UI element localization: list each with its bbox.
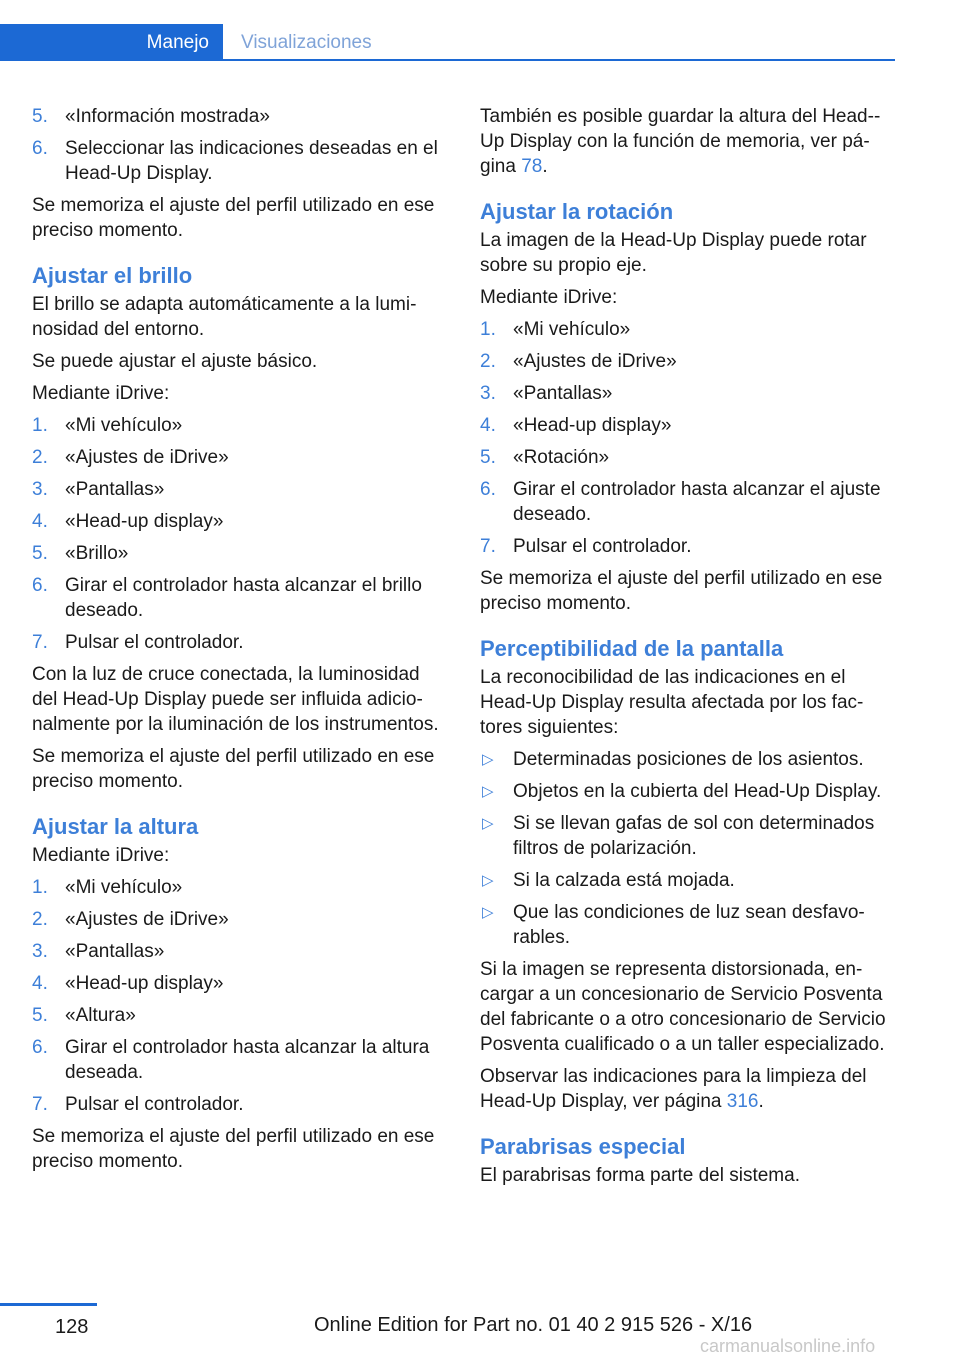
list-item bbox=[32, 1035, 442, 1085]
paragraph: El parabrisas forma parte del sistema. bbox=[480, 1165, 800, 1186]
triangle-bullet-icon: ▷ bbox=[482, 783, 494, 800]
text: . bbox=[758, 1091, 764, 1112]
step-text: Girar el controlador hasta alcanzar el brillo deseado. bbox=[65, 575, 422, 621]
step-text: «Altura» bbox=[65, 1005, 136, 1026]
paragraph: Se memoriza el ajuste del perfil utilizado en ese preciso momento. bbox=[32, 1126, 435, 1172]
paragraph bbox=[480, 104, 895, 179]
heading-rotacion: Ajustar la rotación bbox=[480, 199, 674, 224]
list-item bbox=[480, 381, 895, 406]
paragraph: Mediante iDrive: bbox=[32, 383, 170, 404]
step-text: «Ajustes de iDrive» bbox=[513, 351, 677, 372]
list-item bbox=[32, 630, 442, 655]
list-item bbox=[32, 971, 442, 996]
step-number: 7. bbox=[480, 536, 496, 557]
step-number: 2. bbox=[480, 351, 496, 372]
page-number-rule bbox=[0, 1303, 97, 1306]
step-number: 5. bbox=[32, 106, 48, 127]
step-text: «Pantallas» bbox=[65, 479, 165, 500]
text: . bbox=[542, 156, 548, 177]
paragraph: Se memoriza el ajuste del perfil utilizado en ese preciso momento. bbox=[32, 195, 435, 241]
step-text: Seleccionar las indicaciones deseadas en el Head-Up Display. bbox=[65, 138, 438, 184]
list-item bbox=[32, 907, 442, 932]
step-number: 1. bbox=[480, 319, 496, 340]
bullet-text: Si la calzada está mojada. bbox=[513, 870, 735, 891]
text: Observar las indicaciones para la limpieza del Head-Up Display, ver página bbox=[480, 1066, 867, 1112]
triangle-bullet-icon: ▷ bbox=[482, 904, 494, 921]
step-text: «Rotación» bbox=[513, 447, 610, 468]
list-item bbox=[480, 779, 895, 804]
step-number: 3. bbox=[32, 479, 48, 500]
step-number: 6. bbox=[32, 575, 48, 596]
step-text: Girar el controlador hasta alcanzar el ajuste deseado. bbox=[513, 479, 881, 525]
step-number: 6. bbox=[32, 1037, 48, 1058]
page-number: 128 bbox=[55, 1316, 89, 1338]
watermark: carmanualsonline.info bbox=[700, 1336, 876, 1356]
list-item bbox=[32, 573, 442, 623]
step-number: 3. bbox=[32, 941, 48, 962]
step-text: «Mi vehículo» bbox=[65, 415, 183, 436]
right-column bbox=[480, 104, 895, 1195]
triangle-bullet-icon: ▷ bbox=[482, 751, 494, 768]
paragraph: Con la luz de cruce conectada, la luminosidad del Head-Up Display puede ser influida adicionalmente por la iluminación de los instrumentos. bbox=[32, 664, 439, 735]
step-number: 4. bbox=[480, 415, 496, 436]
step-number: 5. bbox=[480, 447, 496, 468]
list-item bbox=[480, 349, 895, 374]
bullet-text: Si se llevan gafas de sol con determinados filtros de polarización. bbox=[513, 813, 875, 859]
list-item bbox=[32, 939, 442, 964]
heading-brillo: Ajustar el brillo bbox=[32, 263, 193, 288]
factors-list bbox=[480, 747, 895, 950]
paragraph: Si la imagen se representa distorsionada, encargar a un concesionario de Servicio Posventa del fabricante o a otro concesionario de Servicio Posventa cualificado o a un taller especializado. bbox=[480, 959, 886, 1055]
step-text: «Head-up display» bbox=[65, 973, 224, 994]
step-text: «Mi vehículo» bbox=[65, 877, 183, 898]
display-steps-list bbox=[32, 104, 442, 186]
header-divider bbox=[223, 59, 895, 61]
list-item bbox=[32, 875, 442, 900]
step-text: «Ajustes de iDrive» bbox=[65, 909, 229, 930]
step-number: 4. bbox=[32, 511, 48, 532]
paragraph: Se puede ajustar el ajuste básico. bbox=[32, 351, 318, 372]
bullet-text: Que las condiciones de luz sean desfavorables. bbox=[513, 902, 865, 948]
triangle-bullet-icon: ▷ bbox=[482, 815, 494, 832]
left-column bbox=[32, 104, 442, 1181]
list-item bbox=[32, 1003, 442, 1028]
list-item bbox=[480, 445, 895, 470]
list-item bbox=[32, 477, 442, 502]
rotacion-steps-list bbox=[480, 317, 895, 559]
chapter-tab[interactable]: Manejo bbox=[0, 24, 223, 61]
page-link[interactable]: 78 bbox=[521, 156, 543, 177]
step-text: «Ajustes de iDrive» bbox=[65, 447, 229, 468]
step-text: «Pantallas» bbox=[513, 383, 613, 404]
step-number: 2. bbox=[32, 447, 48, 468]
step-number: 6. bbox=[32, 138, 48, 159]
section-tab[interactable]: Visualizaciones bbox=[241, 32, 372, 53]
paragraph bbox=[480, 1064, 895, 1114]
page-header bbox=[0, 0, 895, 62]
step-text: Girar el controlador hasta alcanzar la altura deseada. bbox=[65, 1037, 430, 1083]
paragraph: La reconocibilidad de las indicaciones en el Head-Up Display resulta afectada por los factores siguientes: bbox=[480, 667, 864, 738]
step-text: Pulsar el controlador. bbox=[65, 632, 244, 653]
paragraph: Mediante iDrive: bbox=[32, 845, 170, 866]
step-number: 1. bbox=[32, 415, 48, 436]
list-item bbox=[480, 477, 895, 527]
step-number: 2. bbox=[32, 909, 48, 930]
paragraph: El brillo se adapta automáticamente a la luminosidad del entorno. bbox=[32, 294, 417, 340]
list-item bbox=[32, 413, 442, 438]
list-item bbox=[32, 445, 442, 470]
step-number: 7. bbox=[32, 632, 48, 653]
list-item bbox=[32, 1092, 442, 1117]
paragraph: Se memoriza el ajuste del perfil utilizado en ese preciso momento. bbox=[32, 746, 435, 792]
step-number: 6. bbox=[480, 479, 496, 500]
triangle-bullet-icon: ▷ bbox=[482, 872, 494, 889]
edition-footer: Online Edition for Part no. 01 40 2 915 526 - X/16 bbox=[314, 1314, 753, 1336]
list-item bbox=[480, 747, 895, 772]
heading-perceptibilidad: Perceptibilidad de la pantalla bbox=[480, 636, 784, 661]
paragraph: Mediante iDrive: bbox=[480, 287, 618, 308]
list-item bbox=[480, 534, 895, 559]
step-number: 5. bbox=[32, 1005, 48, 1026]
list-item bbox=[32, 136, 442, 186]
brillo-steps-list bbox=[32, 413, 442, 655]
bullet-text: Determinadas posiciones de los asientos. bbox=[513, 749, 864, 770]
step-text: Pulsar el controlador. bbox=[65, 1094, 244, 1115]
text: También es posible guardar la altura del Head-Up Display con la función de memoria, ver página bbox=[480, 106, 881, 177]
list-item bbox=[32, 104, 442, 129]
paragraph: La imagen de la Head-Up Display puede rotar sobre su propio eje. bbox=[480, 230, 867, 276]
page-link[interactable]: 316 bbox=[726, 1091, 759, 1112]
step-text: «Brillo» bbox=[65, 543, 129, 564]
step-number: 7. bbox=[32, 1094, 48, 1115]
bullet-text: Objetos en la cubierta del Head-Up Display. bbox=[513, 781, 882, 802]
list-item bbox=[32, 541, 442, 566]
list-item bbox=[480, 413, 895, 438]
heading-altura: Ajustar la altura bbox=[32, 814, 199, 839]
step-text: «Pantallas» bbox=[65, 941, 165, 962]
list-item bbox=[480, 811, 895, 861]
step-text: «Head-up display» bbox=[513, 415, 672, 436]
step-number: 4. bbox=[32, 973, 48, 994]
step-number: 1. bbox=[32, 877, 48, 898]
step-text: «Mi vehículo» bbox=[513, 319, 631, 340]
step-text: Pulsar el controlador. bbox=[513, 536, 692, 557]
heading-parabrisas: Parabrisas especial bbox=[480, 1134, 686, 1159]
list-item bbox=[32, 509, 442, 534]
paragraph: Se memoriza el ajuste del perfil utilizado en ese preciso momento. bbox=[480, 568, 883, 614]
list-item bbox=[480, 317, 895, 342]
list-item bbox=[480, 900, 895, 950]
altura-steps-list bbox=[32, 875, 442, 1117]
step-number: 5. bbox=[32, 543, 48, 564]
step-text: «Información mostrada» bbox=[65, 106, 270, 127]
step-text: «Head-up display» bbox=[65, 511, 224, 532]
list-item bbox=[480, 868, 895, 893]
step-number: 3. bbox=[480, 383, 496, 404]
